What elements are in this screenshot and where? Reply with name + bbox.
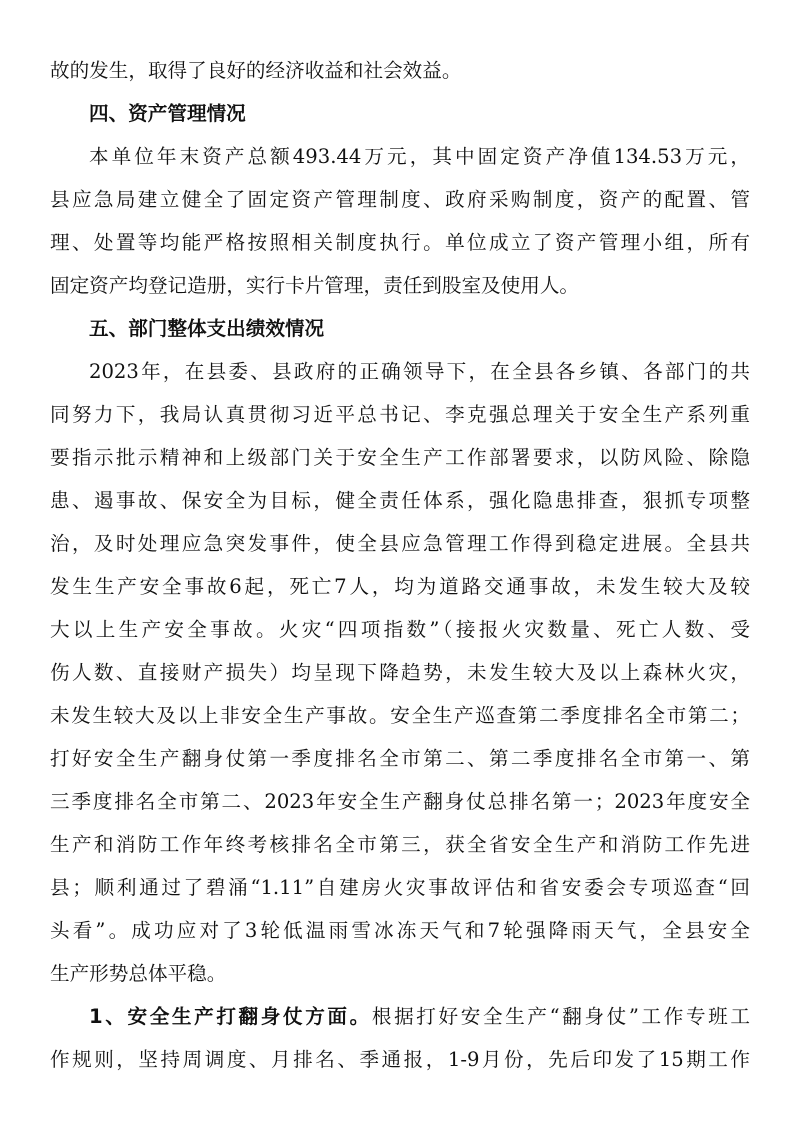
paragraph-safety-production [89, 999, 750, 1035]
body-text-line: 固定资产均登记造册，实行卡片管理，责任到股室及使用人。 [50, 274, 580, 297]
body-text-line: 故的发生，取得了良好的经济收益和社会效益。 [50, 59, 462, 82]
body-text-line: 发生生产安全事故6起，死亡7人，均为道路交通事故，未发生较大及较 [50, 575, 750, 598]
body-text-line: 要指示批示精神和上级部门关于安全生产工作部署要求，以防风险、除隐 [50, 446, 750, 469]
body-text-line: 本单位年末资产总额493.44万元，其中固定资产净值134.53万元， [89, 145, 750, 168]
body-text-line: 生产和消防工作年终考核排名全市第三，获全省安全生产和消防工作先进 [50, 833, 750, 856]
section-heading-performance: 五、部门整体支出绩效情况 [89, 317, 325, 340]
body-text-line: 大以上生产安全事故。火灾“四项指数”（接报火灾数量、死亡人数、受 [50, 618, 750, 641]
paragraph-lead-bold: 1、安全生产打翻身仗方面。 [89, 1005, 372, 1028]
body-text-line: 打好安全生产翻身仗第一季度排名全市第二、第二季度排名全市第一、第 [50, 747, 750, 770]
body-text-line: 2023年，在县委、县政府的正确领导下，在全县各乡镇、各部门的共 [89, 360, 750, 383]
body-text-line: 理、处置等均能严格按照相关制度执行。单位成立了资产管理小组，所有 [50, 231, 750, 254]
body-text-line: 患、遏事故、保安全为目标，健全责任体系，强化隐患排查，狠抓专项整 [50, 489, 750, 512]
body-text-line: 作规则，坚持周调度、月排名、季通报，1-9月份，先后印发了15期工作 [50, 1048, 750, 1071]
body-text-line: 生产形势总体平稳。 [50, 962, 227, 985]
body-text-line: 治，及时处理应急突发事件，使全县应急管理工作得到稳定进展。全县共 [50, 532, 750, 555]
body-text-line: 未发生较大及以上非安全生产事故。安全生产巡查第二季度排名全市第二； [50, 704, 750, 727]
body-text-line: 同努力下，我局认真贯彻习近平总书记、李克强总理关于安全生产系列重 [50, 403, 750, 426]
body-text-line: 头看”。成功应对了3轮低温雨雪冰冻天气和7轮强降雨天气，全县安全 [50, 919, 750, 942]
body-text-line: 三季度排名全市第二、2023年安全生产翻身仗总排名第一；2023年度安全 [50, 790, 750, 813]
section-heading-asset-management: 四、资产管理情况 [89, 102, 246, 125]
paragraph-lead-rest: 根据打好安全生产“翻身仗”工作专班工 [371, 1005, 750, 1028]
body-text-line: 县应急局建立健全了固定资产管理制度、政府采购制度，资产的配置、管 [50, 188, 750, 211]
body-text-line: 伤人数、直接财产损失）均呈现下降趋势，未发生较大及以上森林火灾， [50, 661, 750, 684]
body-text-line: 县；顺利通过了碧涌“1.11”自建房火灾事故评估和省安委会专项巡查“回 [50, 876, 750, 899]
